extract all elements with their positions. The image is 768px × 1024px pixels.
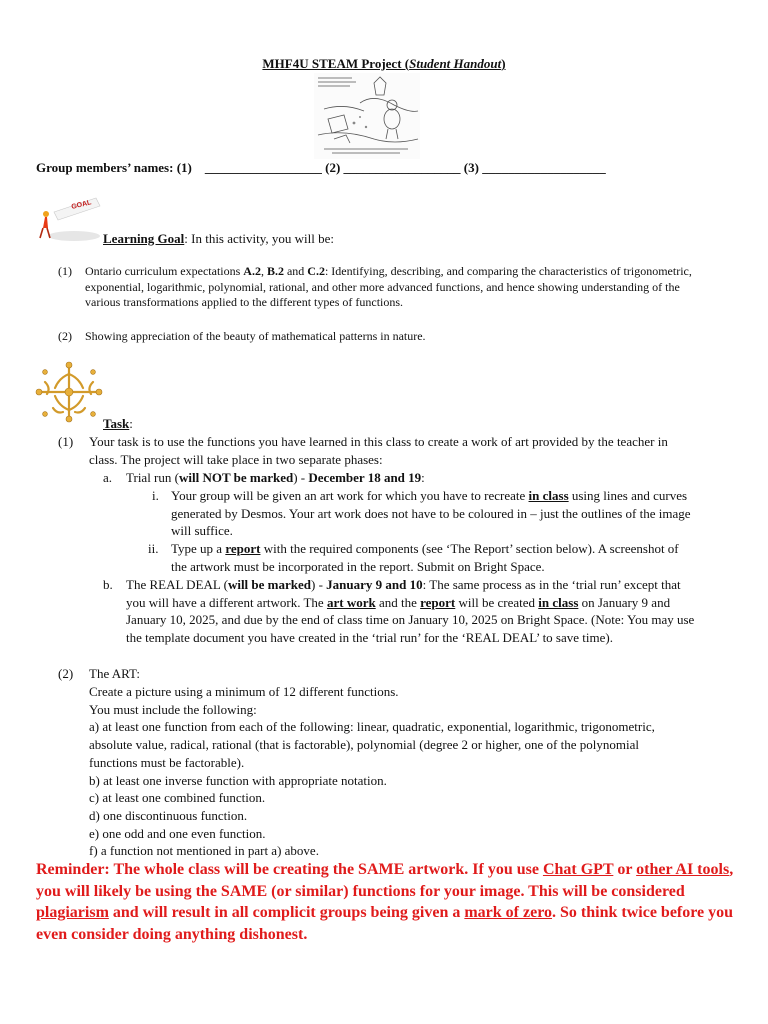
phase-b-part: will be created <box>455 594 539 610</box>
ornament-image <box>33 360 105 424</box>
step-ii-number: ii. <box>148 541 159 556</box>
step-ii-text <box>171 540 696 575</box>
goal-item-1-text <box>85 264 705 311</box>
art-requirement-line: e) one odd and one even function. <box>89 825 266 841</box>
goal-item-2-text: Showing appreciation of the beauty of mathematical patterns in nature. <box>85 329 426 343</box>
step-i-in-class: in class <box>528 488 569 503</box>
art-requirement-line: You must include the following: <box>89 701 257 717</box>
art-requirement-line: a) at least one function from each of the following: linear, quadratic, exponential, logarithmic, trigonometric, absolute value, radical, rational (that is factorable), polynomial (degree 2 or higher, one of the polynomial functions must be factorable). <box>89 719 655 770</box>
title-main: MHF4U STEAM Project ( <box>262 56 410 71</box>
art-requirement-line: c) at least one combined function. <box>89 790 266 806</box>
page-title <box>0 56 768 72</box>
phase-b-part: The REAL DEAL ( <box>126 577 228 592</box>
phase-a-dates: December 18 and 19 <box>308 470 422 485</box>
step-i-text <box>171 487 696 540</box>
goal-item-1-rest: : Identifying, describing, and comparing the characteristics of trigonometric, exponential, logarithmic, polynomial, rational, and other more advanced functions, and hence showing understanding of the various transformations applied to the different types of functions. <box>85 264 692 309</box>
phase-a-part: : <box>421 470 425 485</box>
expectation-a2: A.2 <box>243 264 261 278</box>
step-ii-part: Type up a <box>171 541 226 556</box>
goal-item-1-sep: , <box>260 264 267 278</box>
expectation-c2: C.2 <box>307 264 325 278</box>
phase-a-part: Trial run ( <box>126 470 179 485</box>
step-i-part: Your group will be given an art work for which you have to recreate <box>171 488 529 503</box>
phase-b-part: : The same process as in the ‘trial run’ except that you will have a different artwork. The <box>126 577 681 610</box>
phase-a-text <box>126 469 696 487</box>
task-item-1-number: (1) <box>58 434 74 449</box>
phase-b-marked: will be marked <box>227 577 311 592</box>
step-i-number: i. <box>152 488 159 503</box>
phase-b-dates: January 9 and 10 <box>326 577 423 592</box>
goal-item-2-number: (2) <box>58 329 72 343</box>
beach-cartoon-image <box>314 73 420 159</box>
reminder-part: or <box>613 861 637 878</box>
group-members-line <box>36 160 606 176</box>
reminder-plagiarism: plagiarism <box>36 904 109 921</box>
step-ii-part: with the required components (see ‘The Report’ section below). A screenshot of the artwork must be incorporated in the report. Submit on Bright Space. <box>171 541 679 574</box>
art-requirement-line: b) at least one inverse function with appropriate notation. <box>89 772 387 788</box>
art-requirements <box>89 683 689 860</box>
reminder-part: Reminder: The whole class will be creating the SAME artwork. If you use <box>36 861 543 878</box>
step-ii-report: report <box>225 541 261 556</box>
member-1-blank[interactable]: __________________ <box>204 160 322 175</box>
goal-item-1-number: (1) <box>58 264 72 278</box>
learning-goal-label: Learning Goal <box>103 231 185 246</box>
phase-a-number: a. <box>103 470 113 485</box>
task-item-2-number: (2) <box>58 666 74 681</box>
title-close: ) <box>501 56 506 71</box>
members-label-2: (2) <box>325 160 341 175</box>
member-3-blank[interactable]: ___________________ <box>482 160 606 175</box>
goal-sign-image <box>34 192 102 244</box>
reminder-mark-of-zero: mark of zero <box>464 904 553 921</box>
phase-b-number: b. <box>103 577 113 592</box>
reminder-part: and will result in all complicit groups being given a <box>108 904 465 921</box>
task-heading <box>103 416 133 432</box>
reminder-warning <box>36 859 736 945</box>
member-2-blank[interactable]: __________________ <box>343 160 461 175</box>
phase-a-part: ) - <box>293 470 309 485</box>
phase-b-part: and the <box>375 594 421 610</box>
task-colon: : <box>129 416 133 431</box>
art-requirement-line: d) one discontinuous function. <box>89 807 248 823</box>
art-requirement-line: Create a picture using a minimum of 12 different functions. <box>89 684 399 699</box>
members-label-3: (3) <box>463 160 479 175</box>
reminder-chat-gpt: Chat GPT <box>542 861 614 878</box>
title-italic: Student Handout <box>409 56 502 71</box>
art-heading: The ART: <box>89 666 140 681</box>
svg-text:GOAL: GOAL <box>70 199 93 211</box>
learning-goal-heading <box>103 231 334 247</box>
phase-b-text <box>126 576 696 647</box>
goal-item-1-sep: and <box>283 264 308 278</box>
phase-b-art-work: art work <box>326 594 376 610</box>
expectation-b2: B.2 <box>266 264 284 278</box>
task-label: Task <box>103 416 130 431</box>
phase-b-report: report <box>420 594 456 610</box>
members-label: Group members’ names: (1) <box>36 160 192 175</box>
task-item-1-text: Your task is to use the functions you have learned in this class to create a work of art provided by the teacher in class. The project will take place in two separate phases: <box>89 434 668 467</box>
art-requirement-line: f) a function not mentioned in part a) above. <box>89 843 319 859</box>
phase-a-not-marked: will NOT be marked <box>178 470 294 485</box>
learning-goal-intro: : In this activity, you will be: <box>184 231 334 246</box>
step-i-part: using lines and curves generated by Desmos. Your art work does not have to be coloured in – just the outlines of the image will suffice. <box>171 488 691 539</box>
phase-b-in-class: in class <box>538 594 579 610</box>
reminder-part: , you will likely be using the SAME (or similar) functions for your image. This will be considered <box>36 861 734 900</box>
reminder-part: . So think twice before you even consider doing anything dishonest. <box>36 904 734 943</box>
reminder-ai-tools: other AI tools <box>636 861 730 878</box>
phase-b-part: on January 9 and January 10, 2025, and due by the end of class time on January 10, 2025 on Bright Space. (Note: You may use the template document you have created in the ‘trial run’ for the ‘REAL DEAL’ to save time). <box>126 594 695 646</box>
goal-item-1-part: Ontario curriculum expectations <box>85 264 244 278</box>
phase-b-part: ) - <box>311 577 327 592</box>
